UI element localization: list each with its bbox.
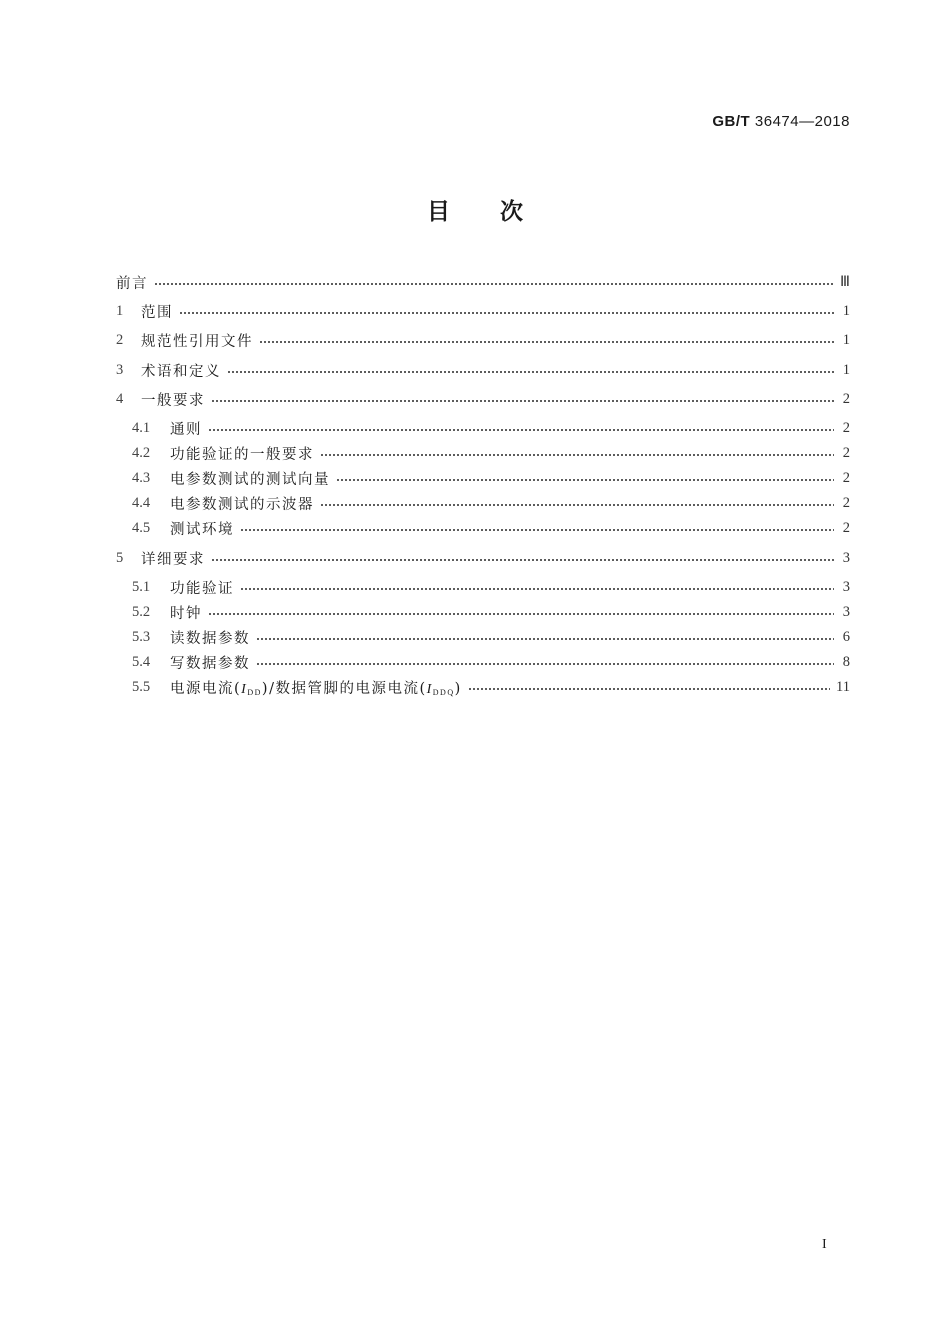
toc-leader-dots [208,613,834,615]
standard-code [712,113,850,130]
toc-entry[interactable] [116,417,850,439]
toc-entry-number: 5.4 [132,653,151,670]
toc-entry-label: 功能验证的一般要求 [170,446,314,463]
standard-prefix: GB/T [712,113,751,130]
symbol-subscript: DD [247,687,262,697]
symbol-letter: I [241,681,248,697]
toc-entry-page: Ⅲ [840,273,850,290]
toc-entry-label: 电参数测试的示波器 [170,496,314,513]
symbol-subscript: DDQ [432,687,455,697]
toc-leader-dots [256,638,834,640]
toc-entry-page: 3 [842,578,850,595]
toc-entry[interactable] [116,271,850,293]
toc-entry-label: 术语和定义 [141,363,221,380]
toc-leader-dots [240,529,834,531]
toc-entry-page: 2 [842,390,850,407]
toc-entry-number: 5.1 [132,578,151,595]
toc-entry-number: 4.2 [132,444,151,461]
toc-leader-dots [468,688,830,690]
label-part: )/数据管脚的电源电流( [261,680,427,697]
toc-entry-label: 电参数测试的测试向量 [170,471,330,488]
toc-entry-page: 2 [842,519,850,536]
toc-entry-number: 5.2 [132,603,151,620]
symbol-idd [241,682,262,697]
toc-entry[interactable] [116,601,850,623]
toc-entry-label: 范围 [141,304,173,321]
toc-entry-label: 前言 [116,275,148,292]
toc-entry[interactable] [116,388,850,410]
toc-leader-dots [320,504,834,506]
toc-entry-page: 2 [842,494,850,511]
toc-leader-dots [208,429,834,431]
toc-entry[interactable] [116,359,850,381]
toc-entry-page: 1 [842,302,850,319]
symbol-iddq [427,682,455,697]
toc-entry-label: 通则 [170,421,202,438]
toc-title-char-1: 目 [427,198,450,225]
toc-entry[interactable] [116,442,850,464]
toc-leader-dots [259,341,834,343]
toc-entry[interactable] [116,492,850,514]
toc-entry-page: 3 [842,603,850,620]
toc-entry[interactable] [116,626,850,648]
toc-entry-page: 1 [842,361,850,378]
toc-entry[interactable] [116,651,850,673]
toc-entry-label: 写数据参数 [170,655,250,672]
toc-entry[interactable] [116,576,850,598]
toc-entry-number: 4.3 [132,469,151,486]
toc-leader-dots [179,312,834,314]
toc-entry-number: 4 [116,390,124,407]
toc-entry-number: 5.5 [132,678,151,695]
toc-entry[interactable] [116,329,850,351]
toc-entry-page: 2 [842,444,850,461]
toc-entry-label: 读数据参数 [170,630,250,647]
toc-entry-number: 3 [116,361,124,378]
toc-entry-label: 时钟 [170,605,202,622]
toc-entry[interactable] [116,467,850,489]
toc-entry-page: 6 [842,628,850,645]
toc-entry-page: 8 [842,653,850,670]
label-part: ) [454,680,462,697]
toc-title-char-2: 次 [500,198,523,225]
toc-leader-dots [154,283,834,285]
toc-entry-label: 功能验证 [170,580,234,597]
toc-leader-dots [211,559,834,561]
toc-entry[interactable] [116,517,850,539]
toc-entry-label: 详细要求 [141,551,205,568]
symbol-letter: I [426,681,433,697]
toc-leader-dots [320,454,834,456]
toc-leader-dots [240,588,834,590]
toc-entry-number: 2 [116,331,124,348]
toc-entry-page: 3 [842,549,850,566]
standard-number: 36474—2018 [754,113,850,130]
toc-entry-page: 11 [836,678,850,695]
toc-entry-page: 2 [842,469,850,486]
toc-entry-label [170,677,462,698]
toc-entry-number: 4.5 [132,519,151,536]
toc-entry-number: 5 [116,549,124,566]
toc-entry-number: 5.3 [132,628,151,645]
label-part: 电源电流( [170,680,242,697]
toc-leader-dots [256,663,834,665]
toc-entry-page: 1 [842,331,850,348]
toc-entry[interactable] [116,676,850,698]
toc-entry-label: 测试环境 [170,521,234,538]
toc-entry-page: 2 [842,419,850,436]
page-number: I [822,1237,827,1252]
toc-entry-number: 1 [116,302,124,319]
toc-entry[interactable] [116,300,850,322]
toc-entry-label: 规范性引用文件 [141,333,253,350]
toc-leader-dots [227,371,834,373]
toc-leader-dots [336,479,834,481]
toc-entry-number: 4.1 [132,419,151,436]
toc-entry[interactable] [116,547,850,569]
toc-entry-number: 4.4 [132,494,151,511]
toc-entry-label: 一般要求 [141,392,205,409]
toc-leader-dots [211,400,834,402]
toc-title [0,193,950,226]
